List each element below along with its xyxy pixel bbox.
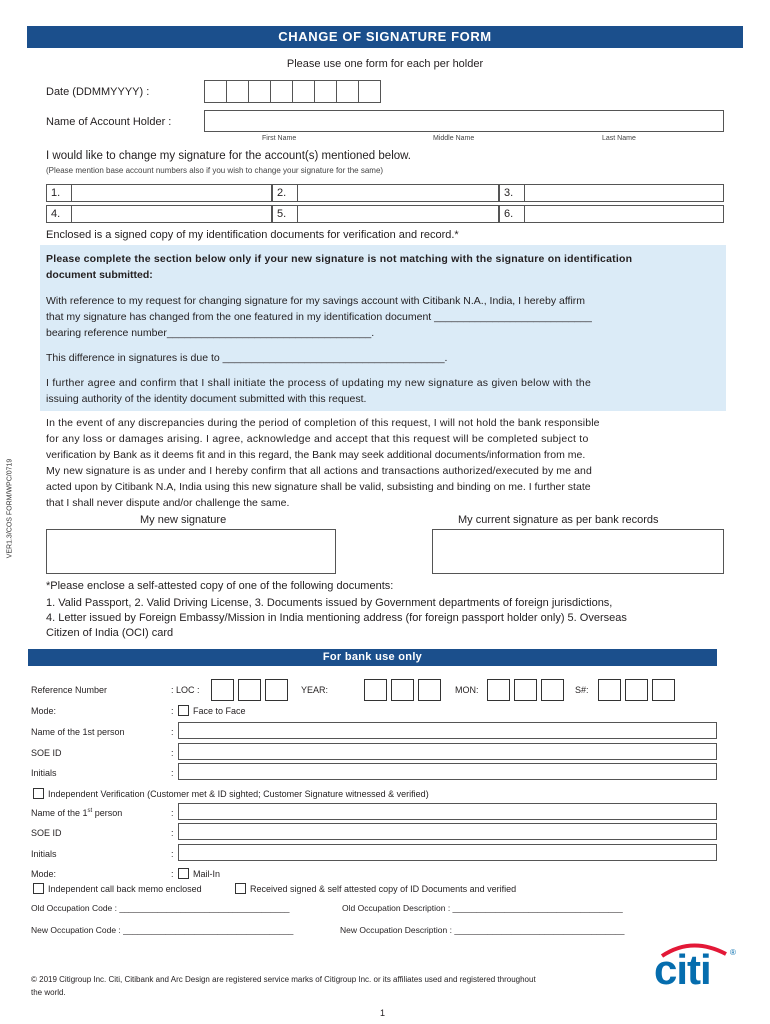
callback-memo-checkbox[interactable] — [33, 883, 44, 894]
page-number: 1 — [380, 1008, 386, 1018]
account-6-label: 6. — [499, 205, 525, 223]
current-signature-box[interactable] — [432, 529, 724, 574]
old-occupation-description: Old Occupation Description : ____________________________________ — [342, 903, 623, 913]
mode-colon: : — [171, 706, 174, 716]
first-person-name-label: Name of the 1st person — [31, 727, 125, 737]
mode-label: Mode: — [31, 706, 57, 716]
holder-label: Name of Account Holder : — [46, 116, 172, 128]
accounts-intro: I would like to change my signature for the account(s) mentioned below. — [46, 150, 412, 162]
serial-label: S#: — [575, 685, 589, 695]
new-occupation-description: New Occupation Description : ____________________________________ — [340, 925, 625, 935]
independent-verification-label: Independent Verification (Customer met & ID sighted; Customer Signature witnessed & verified) — [48, 789, 429, 799]
second-section-name-label: Name of the 1st person — [31, 808, 123, 818]
bank-use-header: For bank use only — [28, 649, 717, 666]
citi-logo — [654, 940, 744, 993]
documents-line-2: 4. Letter issued by Foreign Embassy/Mission in India mentioning address (for foreign passport holder only) 5. Overseas — [46, 612, 627, 624]
affirm-line-2: that my signature has changed from the one featured in my identification document ___________________________ — [46, 311, 592, 323]
mail-in-checkbox[interactable] — [178, 868, 189, 879]
copyright-line-1: © 2019 Citigroup Inc. Citi, Citibank and Arc Design are registered service marks of Citigroup Inc. or its affiliates used and registered throughout — [31, 975, 536, 984]
mon-field[interactable] — [487, 679, 567, 701]
second-soe-id-colon: : — [171, 828, 174, 838]
disclaimer-line-2: for any loss or damages arising. I agree, acknowledge and accept that this request will be completed subject to — [46, 433, 589, 445]
second-initials-colon: : — [171, 849, 174, 859]
soe-id-field[interactable] — [178, 743, 717, 760]
old-occupation-code: Old Occupation Code : ____________________________________ — [31, 903, 290, 913]
year-field[interactable] — [364, 679, 444, 701]
mail-in-label: Mail-In — [193, 869, 221, 879]
account-row-2 — [46, 205, 724, 223]
disclaimer-line-5: acted upon by Citibank N.A, India using this new signature shall be valid, subsisting and binding on me. I further state — [46, 481, 591, 493]
affirm-line-3: bearing reference number___________________________________. — [46, 327, 375, 339]
second-soe-id-label: SOE ID — [31, 828, 62, 838]
face-to-face-checkbox[interactable] — [178, 705, 189, 716]
disclaimer-line-4: My new signature is as under and I hereby confirm that all actions and transactions authorized/executed by me and — [46, 465, 592, 477]
first-name-caption: First Name — [262, 135, 297, 142]
new-occupation-code: New Occupation Code : ____________________________________ — [31, 925, 294, 935]
second-initials-label: Initials — [31, 849, 57, 859]
account-6-field[interactable] — [524, 205, 724, 223]
account-5-label: 5. — [272, 205, 298, 223]
second-soe-id-field[interactable] — [178, 823, 717, 840]
last-name-caption: Last Name — [602, 135, 636, 142]
agree-line-2: issuing authority of the identity document submitted with this request. — [46, 393, 367, 405]
account-4-field[interactable] — [71, 205, 272, 223]
copyright-line-2: the world. — [31, 988, 66, 997]
initials-colon: : — [171, 768, 174, 778]
soe-id-colon: : — [171, 748, 174, 758]
difference-reason: This difference in signatures is due to ______________________________________. — [46, 352, 448, 364]
accounts-note: (Please mention base account numbers also if you wish to change your signature for the same) — [46, 166, 384, 175]
year-label: YEAR: — [301, 685, 329, 695]
serial-field[interactable] — [598, 679, 678, 701]
documents-line-1: 1. Valid Passport, 2. Valid Driving License, 3. Documents issued by Government departments of foreign jurisdictions, — [46, 597, 613, 609]
second-section-name-field[interactable] — [178, 803, 717, 820]
middle-name-caption: Middle Name — [433, 135, 475, 142]
version-code: VER1.3/COS FORM/WPC/0719 — [6, 458, 14, 559]
holder-name-field[interactable] — [204, 110, 724, 132]
callback-memo-label: Independent call back memo enclosed — [48, 884, 202, 894]
initials-label: Initials — [31, 768, 57, 778]
documents-intro: *Please enclose a self-attested copy of one of the following documents: — [46, 580, 394, 592]
agree-line-1: I further agree and confirm that I shall initiate the process of updating my new signature as given below with the — [46, 377, 592, 389]
second-mode-colon: : — [171, 869, 174, 879]
mismatch-heading-2: document submitted: — [46, 269, 153, 281]
current-signature-label: My current signature as per bank records — [458, 514, 659, 526]
face-to-face-label: Face to Face — [193, 706, 246, 716]
reference-number-label: Reference Number — [31, 685, 108, 695]
second-mode-label: Mode: — [31, 869, 57, 879]
account-5-field[interactable] — [297, 205, 499, 223]
new-signature-label: My new signature — [140, 514, 227, 526]
received-documents-label: Received signed & self attested copy of ID Documents and verified — [250, 884, 517, 894]
account-2-label: 2. — [272, 184, 298, 202]
date-label: Date (DDMMYYYY) : — [46, 86, 150, 98]
account-4-label: 4. — [46, 205, 72, 223]
loc-field[interactable] — [211, 679, 291, 701]
enclosed-note: Enclosed is a signed copy of my identification documents for verification and record.* — [46, 229, 459, 241]
citi-registered-mark: ® — [730, 948, 736, 957]
citi-wordmark: citi — [654, 946, 711, 993]
disclaimer-line-1: In the event of any discrepancies during the period of completion of this request, I will not hold the bank responsible — [46, 417, 600, 429]
first-person-name-field[interactable] — [178, 722, 717, 739]
mismatch-heading-1: Please complete the section below only if your new signature is not matching with the signature on identification — [46, 253, 633, 265]
second-section-name-colon: : — [171, 808, 174, 818]
received-documents-checkbox[interactable] — [235, 883, 246, 894]
disclaimer-line-3: verification by Bank as it deems fit and in this regard, the Bank may seek additional documents/information from me. — [46, 449, 586, 461]
account-1-field[interactable] — [71, 184, 272, 202]
form-title: CHANGE OF SIGNATURE FORM — [27, 26, 743, 48]
account-3-label: 3. — [499, 184, 525, 202]
soe-id-label: SOE ID — [31, 748, 62, 758]
documents-line-3: Citizen of India (OCI) card — [46, 627, 174, 639]
new-signature-box[interactable] — [46, 529, 336, 574]
mon-label: MON: — [455, 685, 479, 695]
loc-label: : LOC : — [171, 685, 200, 695]
first-person-name-colon: : — [171, 727, 174, 737]
account-1-label: 1. — [46, 184, 72, 202]
account-3-field[interactable] — [524, 184, 724, 202]
independent-verification-checkbox[interactable] — [33, 788, 44, 799]
account-row-1 — [46, 184, 724, 202]
second-initials-field[interactable] — [178, 844, 717, 861]
form-subtitle: Please use one form for each per holder — [286, 58, 484, 70]
date-field[interactable] — [204, 80, 381, 103]
disclaimer-line-6: that I shall never dispute and/or challenge the same. — [46, 497, 290, 509]
affirm-line-1: With reference to my request for changing signature for my savings account with Citibank N.A., India, I hereby affirm — [46, 295, 586, 307]
account-2-field[interactable] — [297, 184, 499, 202]
initials-field[interactable] — [178, 763, 717, 780]
